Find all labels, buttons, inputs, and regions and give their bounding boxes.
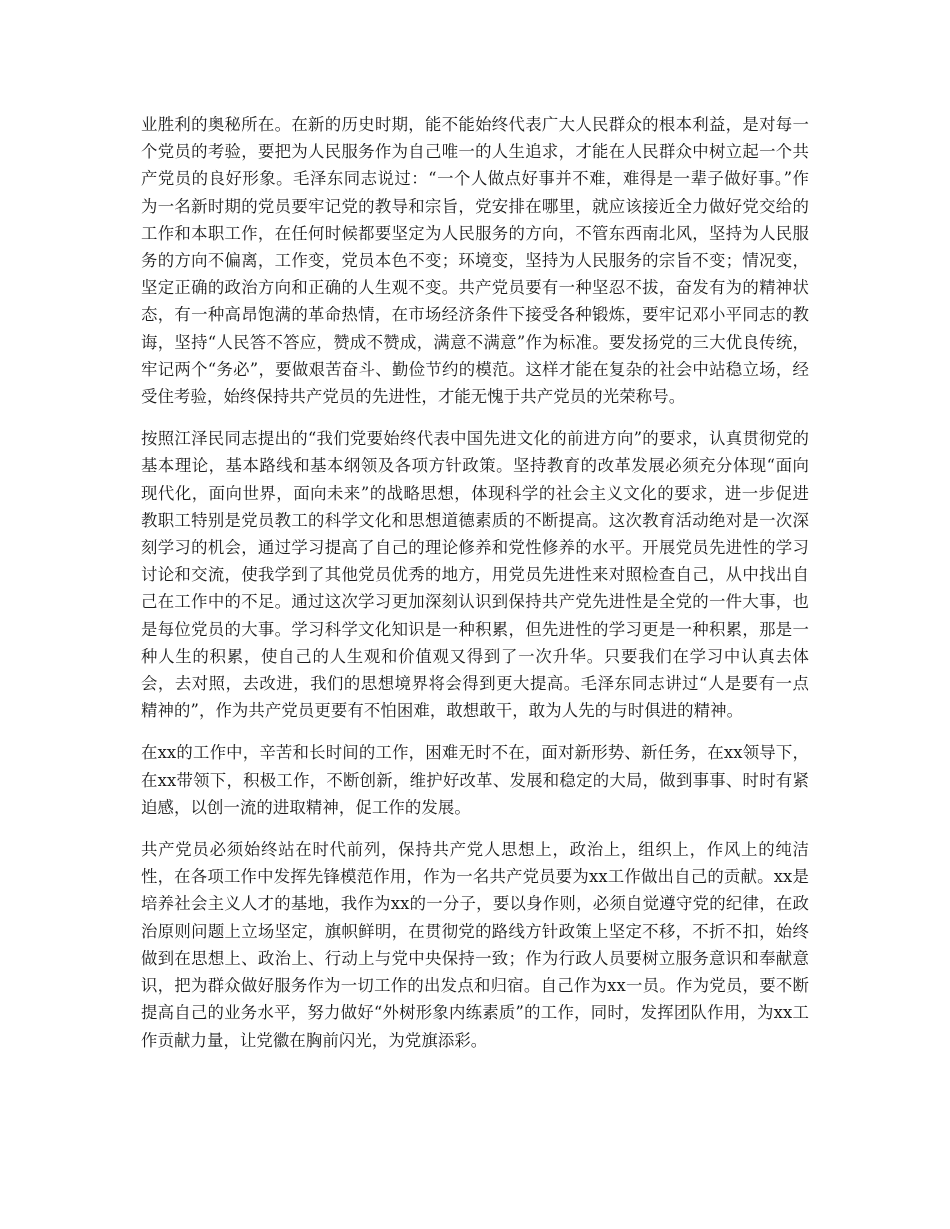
paragraph-1: 业胜利的奥秘所在。在新的历史时期，能不能始终代表广大人民群众的根本利益，是对每一个党员的考验，要把为人民服务作为自己唯一的人生追求，才能在人民群众中树立起一个共产党员的良好形象。毛泽东同志说过：“一个人做点好事并不难，难得是一辈子做好事。”作为一名新时期的党员要牢记党的教导和宗旨，党安排在哪里，就应该接近全力做好党交给的工作和本职工作，在任何时候都要坚定为人民服务的方向，不管东西南北风，坚持为人民服务的方向不偏离，工作变，党员本色不变；环境变，坚持为人民服务的宗旨不变；情况变，坚定正确的政治方向和正确的人生观不变。共产党员要有一种坚忍不拔，奋发有为的精神状态，有一种高昂饱满的革命热情，在市场经济条件下接受各种锻炼，要牢记邓小平同志的教诲，坚持“人民答不答应，赞成不赞成，满意不满意”作为标准。要发扬党的三大优良传统，牢记两个“务必”，要做艰苦奋斗、勤俭节约的模范。这样才能在复杂的社会中站稳立场，经受住考验，始终保持共产党员的先进性，才能无愧于共产党员的光荣称号。 — [141, 115, 809, 407]
document-page — [141, 111, 809, 1069]
paragraph-2: 按照江泽民同志提出的“我们党要始终代表中国先进文化的前进方向”的要求，认真贯彻党的基本理论，基本路线和基本纲领及各项方针政策。坚持教育的改革发展必须充分体现“面向现代化，面向世界，面向未来”的战略思想，体现科学的社会主义文化的要求，进一步促进教职工特别是党员教工的科学文化和思想道德素质的不断提高。这次教育活动绝对是一次深刻学习的机会，通过学习提高了自己的理论修养和党性修养的水平。开展党员先进性的学习讨论和交流，使我学到了其他党员优秀的地方，用党员先进性来对照检查自己，从中找出自己在工作中的不足。通过这次学习更加深刻认识到保持共产党先进性是全党的一件大事，也是每位党员的大事。学习科学文化知识是一种积累，但先进性的学习更是一种积累，那是一种人生的积累，使自己的人生观和价值观又得到了一次升华。只要我们在学习中认真去体会，去对照，去改进，我们的思想境界将会得到更大提高。毛泽东同志讲过“人是要有一点精神的”，作为共产党员更要有不怕困难，敢想敢干，敢为人先的与时俱进的精神。 — [141, 429, 809, 721]
paragraph-4: 共产党员必须始终站在时代前列，保持共产党人思想上，政治上，组织上，作风上的纯洁性，在各项工作中发挥先锋模范作用，作为一名共产党员要为xx工作做出自己的贡献。xx是培养社会主义人才的基地，我作为xx的一分子，要以身作则，必须自觉遵守党的纪律，在政治原则问题上立场坚定，旗帜鲜明，在贯彻党的路线方针政策上坚定不移，不折不扣，始终做到在思想上、政治上、行动上与党中央保持一致；作为行政人员要树立服务意识和奉献意识，把为群众做好服务作为一切工作的出发点和归宿。自己作为xx一员。作为党员，要不断提高自己的业务水平，努力做好“外树形象内练素质”的工作，同时，发挥团队作用，为xx工作贡献力量，让党徽在胸前闪光，为党旗添彩。 — [141, 840, 809, 1050]
paragraph-3: 在xx的工作中，辛苦和长时间的工作，困难无时不在，面对新形势、新任务，在xx领导下，在xx带领下，积极工作，不断创新，维护好改革、发展和稳定的大局，做到事事、时时有紧迫感，以创一流的进取精神，促工作的发展。 — [141, 743, 809, 817]
